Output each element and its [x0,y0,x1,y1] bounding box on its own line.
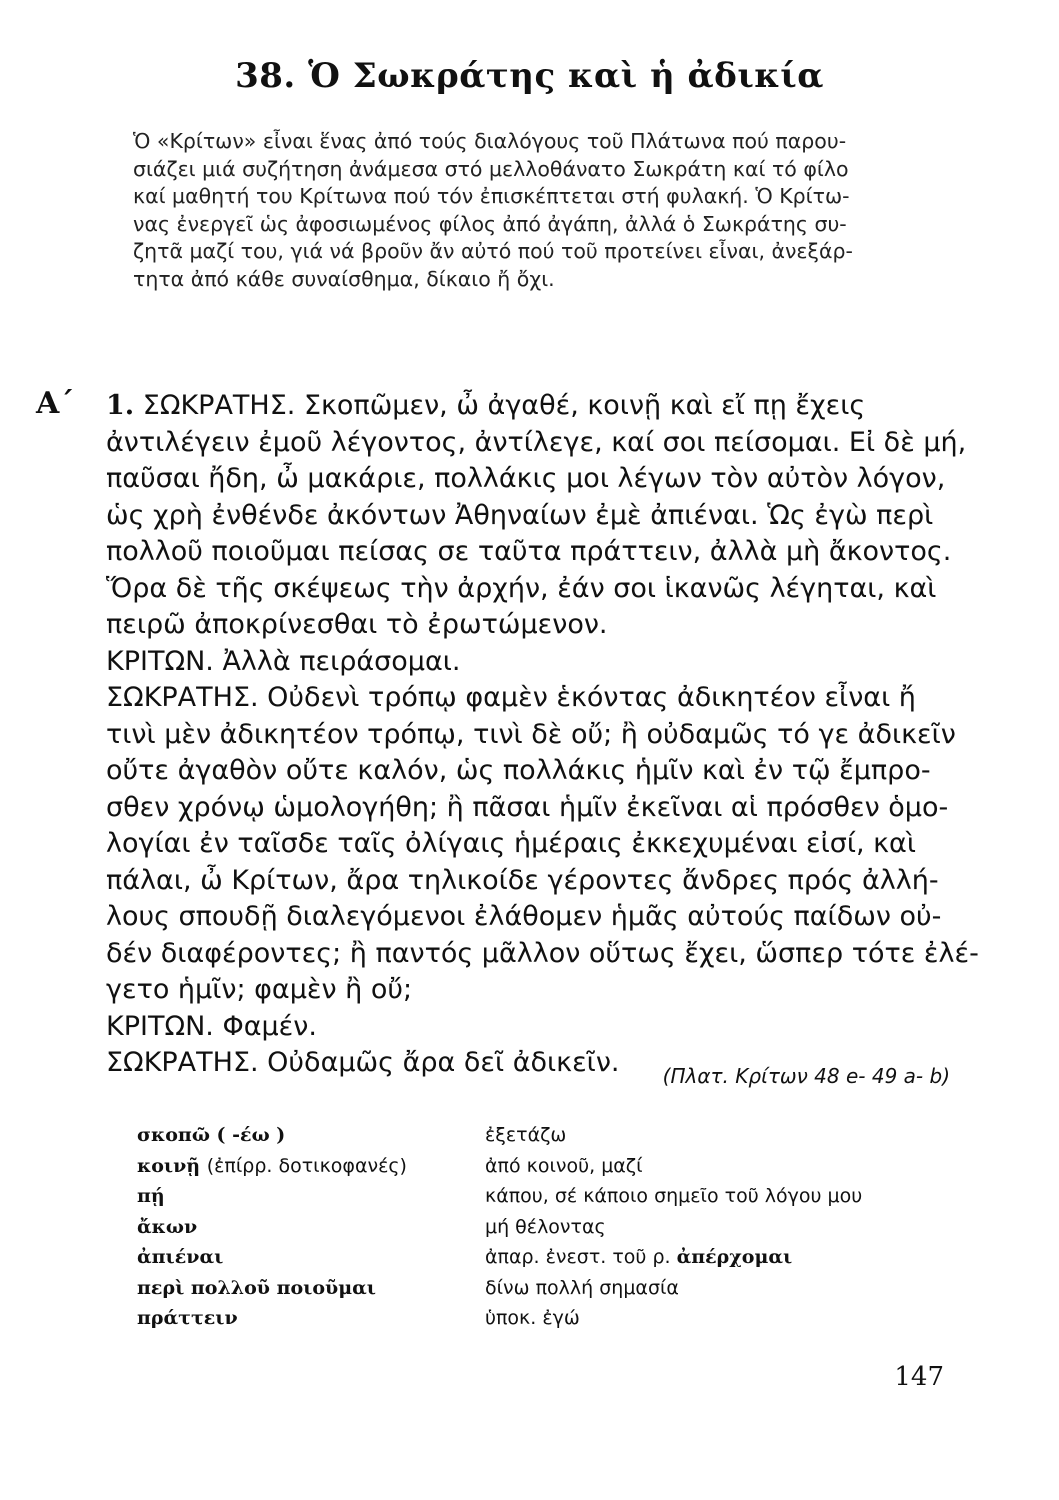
passage-number: 1. [106,390,135,421]
passage-line: λους σπουδῇ διαλεγόμενοι ἐλάθομεν ἡμᾶς αὐτούς παίδων οὐ- [106,901,942,932]
glossary-definition: ὑποκ. ἐγώ [485,1307,580,1329]
intro-line: τητα ἀπό κάθε συναίσθημα, δίκαιο ἤ ὄχι. [133,266,555,291]
glossary-row [137,1212,957,1243]
passage-line: ὡς χρὴ ἐνθένδε ἀκόντων Ἀθηναίων ἐμὲ ἀπιέναι. Ὡς ἐγὼ περὶ [106,499,934,531]
intro-line: καί μαθητή του Κρίτωνα πού τόν ἐπισκέπτεται στή φυλακή. Ὁ Κρίτω- [133,184,850,208]
glossary-definition: δίνω πολλή σημασία [485,1276,679,1299]
passage-line: πολλοῦ ποιοῦμαι πείσας σε ταῦτα πράττειν, ἀλλὰ μὴ ἄκοντος. [106,536,952,567]
passage-line: ΣΩΚΡΑΤΗΣ. Οὐδενὶ τρόπῳ φαμὲν ἑκόντας ἀδικητέον εἶναι ἤ [106,682,916,713]
intro-line: νας ἐνεργεῖ ὡς ἀφοσιωμένος φίλος ἀπό ἀγάπη, ἀλλά ὁ Σωκράτης συ- [133,211,847,236]
passage-line: ΚΡΙΤΩΝ. Ἀλλὰ πειράσομαι. [106,645,461,677]
passage-line: λογίαι ἐν ταῖσδε ταῖς ὀλίγαις ἡμέραις ἐκκεχυμέναι εἰσί, καὶ [106,828,916,859]
glossary-row [137,1303,957,1334]
page-number: 147 [894,1362,944,1392]
page-title: 38. Ὁ Σωκράτης καὶ ἡ ἀδικία [235,56,824,96]
glossary-note: (ἐπίρρ. δοτικοφανές) [206,1154,407,1177]
greek-passage [106,388,979,1082]
glossary-term: πῄ [137,1185,165,1207]
passage-line: τινὶ μὲν ἀδικητέον τρόπῳ, τινὶ δὲ οὔ; ἢ οὐδαμῶς τό γε ἀδικεῖν [106,718,956,750]
passage-line: σθεν χρόνῳ ὡμολογήθη; ἢ πᾶσαι ἡμῖν ἐκεῖναι αἱ πρόσθεν ὁμο- [106,791,949,823]
passage-line: παῦσαι ἤδη, ὦ μακάριε, πολλάκις μοι λέγων τὸν αὐτὸν λόγον, [106,463,946,494]
glossary-row [137,1273,957,1304]
glossary-term: κοινῇ [137,1154,201,1177]
passage-line: πάλαι, ὦ Κρίτων, ἄρα τηλικοίδε γέροντες ἄνδρες πρός ἀλλή- [106,864,939,896]
glossary-row [137,1151,957,1182]
glossary-definition: μή θέλοντας [485,1215,606,1238]
intro-paragraph [133,128,948,293]
glossary-definition: ἀπαρ. ἐνεστ. τοῦ ρ. [485,1246,671,1268]
intro-line: Ὁ «Κρίτων» εἶναι ἕνας ἀπό τούς διαλόγους τοῦ Πλάτωνα πού παρου- [133,129,847,153]
glossary [137,1120,957,1334]
glossary-term: ἀπιέναι [137,1246,224,1268]
passage-line: Ὅρα δὲ τῆς σκέψεως τὴν ἀρχήν, ἐάν σοι ἱκανῶς λέγηται, καὶ [106,572,937,604]
glossary-row [137,1181,957,1212]
intro-line: ζητᾶ μαζί του, γιά νά βροῦν ἄν αὐτό πού τοῦ προτείνει εἶναι, ἀνεξάρ- [133,239,853,263]
intro-line: σιάζει μιά συζήτηση ἀνάμεσα στό μελλοθάνατο Σωκράτη καί τό φίλο [133,156,849,181]
passage-first-line: ΣΩΚΡΑΤΗΣ. Σκοπῶμεν, ὦ ἀγαθέ, κοινῇ καὶ εἴ πῃ ἔχεις [142,390,866,421]
passage-line: οὔτε ἀγαθὸν οὔτε καλόν, ὡς πολλάκις ἡμῖν καὶ ἐν τῷ ἔμπρο- [106,755,931,786]
passage-line: πειρῶ ἀποκρίνεσθαι τὸ ἐρωτώμενον. [106,609,608,640]
passage-line: γετο ἡμῖν; φαμὲν ἢ οὔ; [106,974,413,1005]
passage-line: δέν διαφέροντες; ἢ παντός μᾶλλον οὕτως ἔχει, ὥσπερ τότε ἐλέ- [106,937,979,969]
glossary-term: ἄκων [137,1215,198,1238]
glossary-row [137,1242,957,1273]
glossary-definition-bold: ἀπέρχομαι [676,1246,793,1268]
citation: (Πλατ. Κρίτων 48 e- 49 a- b) [662,1064,950,1088]
glossary-row [137,1120,957,1151]
glossary-definition: ἀπό κοινοῦ, μαζί [485,1154,643,1177]
section-marker: Α΄ [36,386,75,421]
passage-line: ἀντιλέγειν ἐμοῦ λέγοντος, ἀντίλεγε, καί σοι πείσομαι. Εἰ δὲ μή, [106,426,967,458]
glossary-definition: κάπου, σέ κάποιο σημεῖο τοῦ λόγου μου [485,1185,863,1207]
glossary-definition: ἐξετάζω [485,1124,567,1146]
passage-line: ΣΩΚΡΑΤΗΣ. Οὐδαμῶς ἄρα δεῖ ἀδικεῖν. [106,1047,620,1078]
glossary-term: σκοπῶ ( -έω ) [137,1124,286,1146]
passage-line: ΚΡΙΤΩΝ. Φαμέν. [106,1010,317,1042]
glossary-term: πράττειν [137,1307,238,1329]
passage-line [106,388,956,425]
glossary-term: περὶ πολλοῦ ποιοῦμαι [137,1276,376,1299]
